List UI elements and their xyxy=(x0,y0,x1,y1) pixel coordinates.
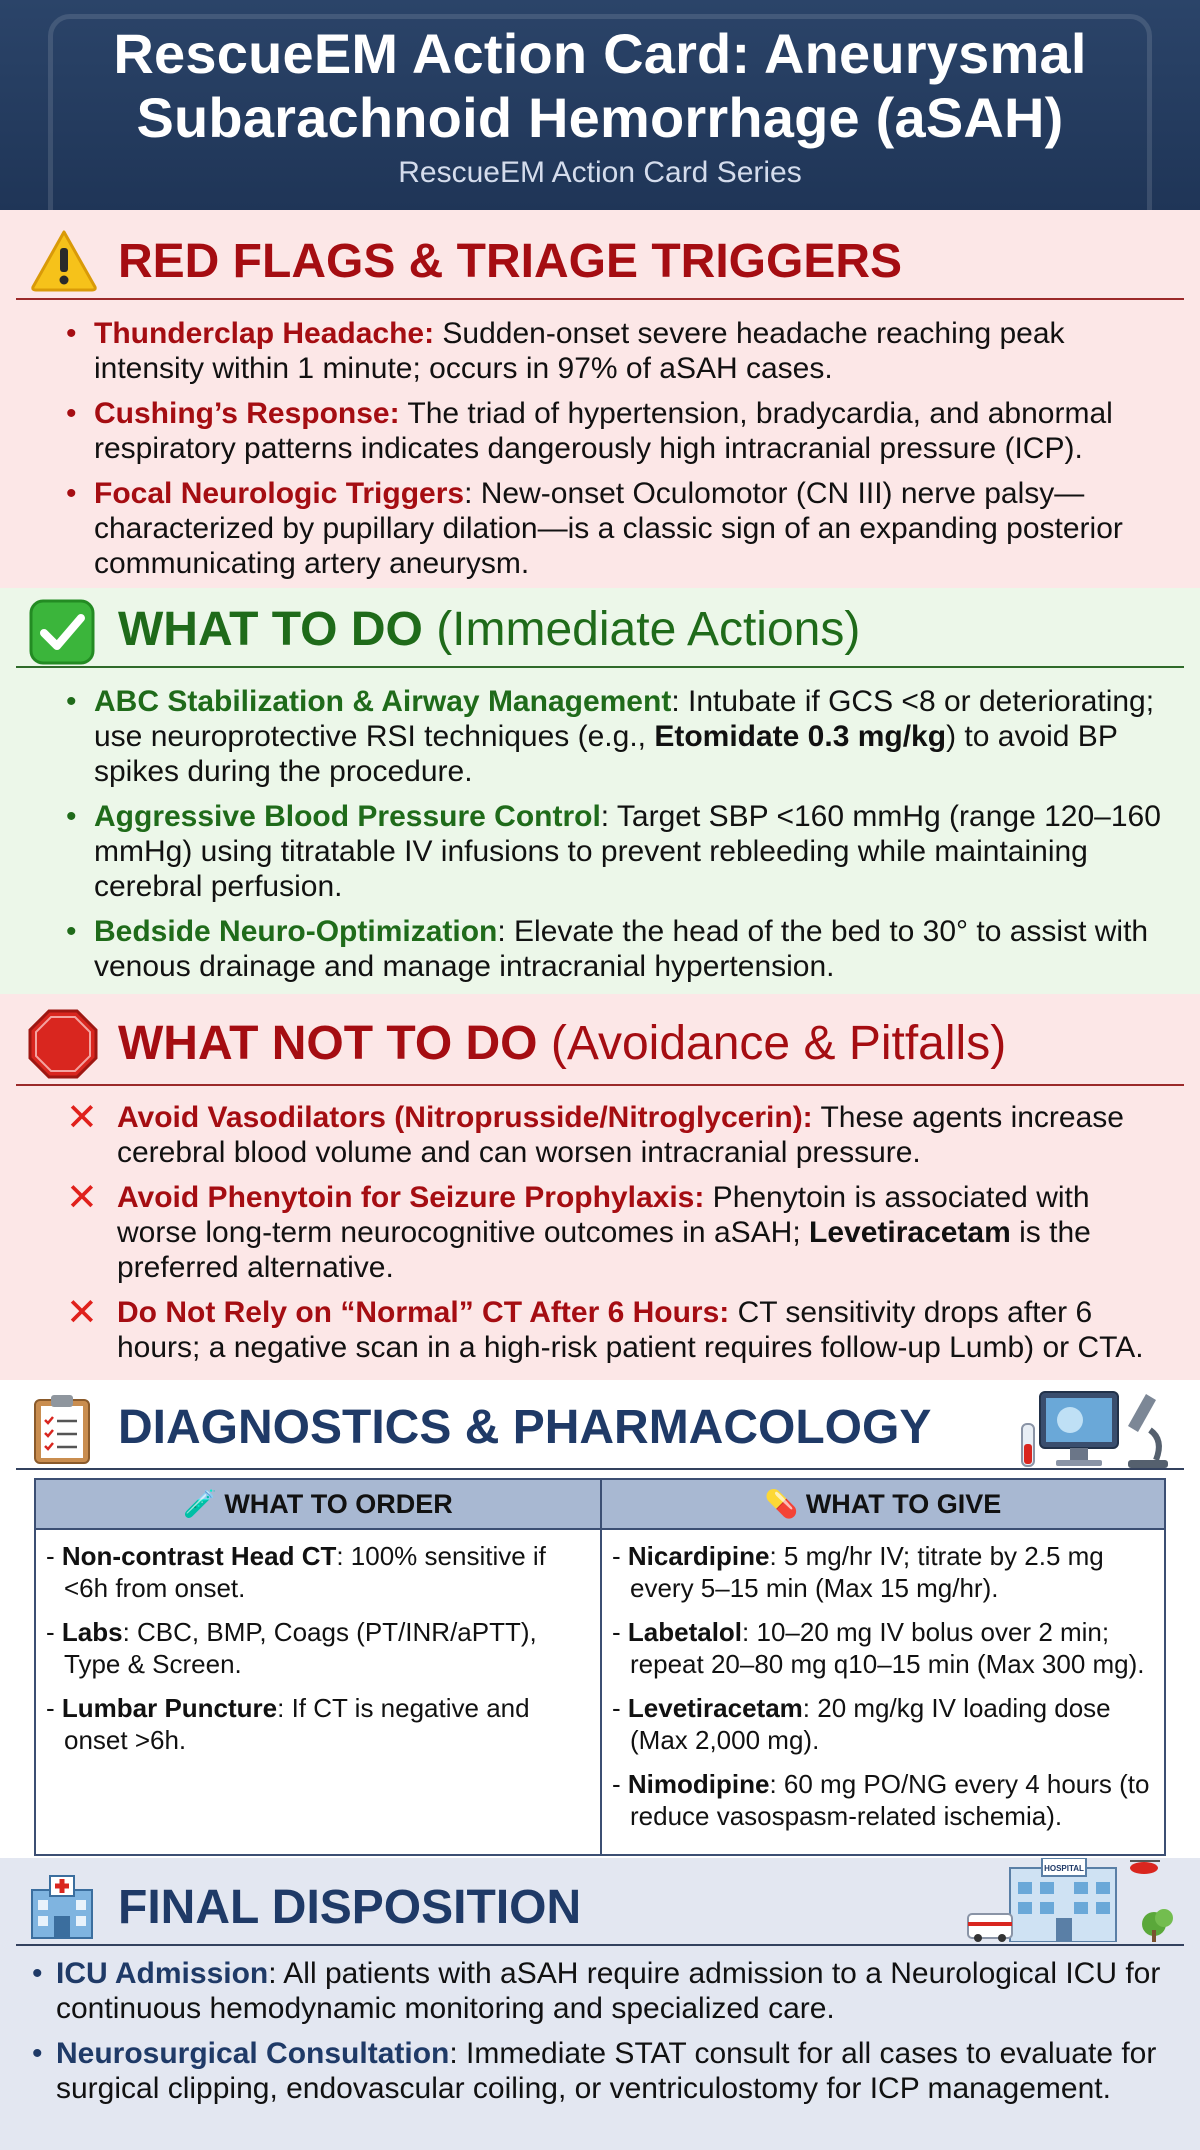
diagnostics-table xyxy=(34,1478,1166,1856)
red-flags-section xyxy=(0,210,1200,588)
list-item: - Labs: CBC, BMP, Coags (PT/INR/aPTT), Type & Screen. xyxy=(46,1617,537,1679)
page-subtitle: RescueEM Action Card Series xyxy=(398,156,802,189)
page-header xyxy=(0,0,1200,210)
list-item: • Bedside Neuro-Optimization: Elevate the head of the bed to 30° to assist with venous drainage and manage intracranial hypertension. xyxy=(66,915,1149,983)
list-item: ✕ Do Not Rely on “Normal” CT After 6 Hours: CT sensitivity drops after 6 hours; a negative scan in a high-risk patient requires follow-up Lumb) or CTA. xyxy=(66,1292,1144,1364)
warning-triangle-icon xyxy=(30,228,98,292)
order-column-header: 🧪 WHAT TO ORDER xyxy=(35,1479,601,1529)
section-divider xyxy=(16,666,1184,668)
check-box-icon xyxy=(28,598,96,666)
list-item: • Aggressive Blood Pressure Control: Target SBP <160 mmHg (range 120–160 mmHg) using titratable IV infusions to prevent rebleeding while maintaining cerebral perfusion. xyxy=(66,800,1161,903)
clipboard-icon xyxy=(32,1392,92,1466)
section-divider xyxy=(16,1468,1184,1470)
section-divider xyxy=(16,298,1184,300)
list-item: • ABC Stabilization & Airway Management: Intubate if GCS <8 or deteriorating; use neuroprotective RSI techniques (e.g., Etomidate 0.3 mg/kg) to avoid BP spikes during the procedure. xyxy=(66,685,1155,788)
list-item: - Levetiracetam: 20 mg/kg IV loading dose (Max 2,000 mg). xyxy=(612,1693,1111,1755)
list-item: • Focal Neurologic Triggers: New-onset Oculomotor (CN III) nerve palsy—characterized by pupillary dilation—is a classic sign of an expanding posterior communicating artery aneurysm. xyxy=(66,477,1123,580)
x-mark-icon: ✕ xyxy=(66,1177,98,1219)
disposition-title: FINAL DISPOSITION xyxy=(118,1881,582,1934)
list-item: • ICU Admission: All patients with aSAH require admission to a Neurological ICU for continuous hemodynamic monitoring and specialized care. xyxy=(32,1957,1161,2025)
hospital-ambulance-icon xyxy=(966,1858,1176,1942)
give-column-header: 💊 WHAT TO GIVE xyxy=(601,1479,1165,1529)
section-divider xyxy=(16,1084,1184,1086)
page-title: RescueEM Action Card: Aneurysmal Subarachnoid Hemorrhage (aSAH) xyxy=(113,22,1087,149)
what-to-do-title: WHAT TO DO (Immediate Actions) xyxy=(118,603,861,656)
red-flags-title: RED FLAGS & TRIAGE TRIGGERS xyxy=(118,235,903,288)
stop-sign-icon xyxy=(27,1008,99,1080)
list-item: ✕ Avoid Phenytoin for Seizure Prophylaxis: Phenytoin is associated with worse long-term neurocognitive outcomes in aSAH; Levetiracetam is the preferred alternative. xyxy=(66,1177,1091,1284)
x-mark-icon: ✕ xyxy=(66,1097,98,1139)
hospital-icon xyxy=(26,1870,98,1942)
order-cell xyxy=(35,1529,601,1855)
diagnostics-title: DIAGNOSTICS & PHARMACOLOGY xyxy=(118,1401,932,1454)
list-item: - Non-contrast Head CT: 100% sensitive if <6h from onset. xyxy=(46,1541,546,1603)
red-flags-list xyxy=(0,316,1200,591)
section-divider xyxy=(16,1944,1184,1946)
test-tube-icon: 🧪 xyxy=(183,1489,225,1519)
lab-equipment-icon xyxy=(1018,1384,1172,1472)
list-item: • Thunderclap Headache: Sudden-onset severe headache reaching peak intensity within 1 minute; occurs in 97% of aSAH cases. xyxy=(66,317,1065,385)
what-to-do-section xyxy=(0,588,1200,994)
list-item: - Nimodipine: 60 mg PO/NG every 4 hours (to reduce vasospasm-related ischemia). xyxy=(612,1769,1150,1831)
what-not-to-do-title: WHAT NOT TO DO (Avoidance & Pitfalls) xyxy=(118,1017,1007,1070)
what-not-to-do-section xyxy=(0,994,1200,1380)
pill-icon: 💊 xyxy=(764,1489,806,1519)
give-cell xyxy=(601,1529,1165,1855)
disposition-list xyxy=(0,1956,1200,2116)
disposition-section xyxy=(0,1858,1200,2150)
list-item: - Nicardipine: 5 mg/hr IV; titrate by 2.5 mg every 5–15 min (Max 15 mg/hr). xyxy=(612,1541,1104,1603)
list-item: - Lumbar Puncture: If CT is negative and onset >6h. xyxy=(46,1693,530,1755)
list-item: - Labetalol: 10–20 mg IV bolus over 2 min; repeat 20–80 mg q10–15 min (Max 300 mg). xyxy=(612,1617,1145,1679)
list-item: ✕ Avoid Vasodilators (Nitroprusside/Nitroglycerin): These agents increase cerebral blood volume and can worsen intracranial pressure. xyxy=(66,1097,1124,1169)
list-item: • Neurosurgical Consultation: Immediate STAT consult for all cases to evaluate for surgical clipping, endovascular coiling, or ventriculostomy for ICP management. xyxy=(32,2037,1157,2105)
list-item: • Cushing’s Response: The triad of hypertension, bradycardia, and abnormal respiratory patterns indicates dangerously high intracranial pressure (ICP). xyxy=(66,397,1113,465)
hospital-sign-text: HOSPITAL xyxy=(1044,1864,1084,1873)
what-not-to-do-list xyxy=(0,1097,1200,1375)
x-mark-icon: ✕ xyxy=(66,1292,98,1334)
what-to-do-list xyxy=(0,684,1200,994)
